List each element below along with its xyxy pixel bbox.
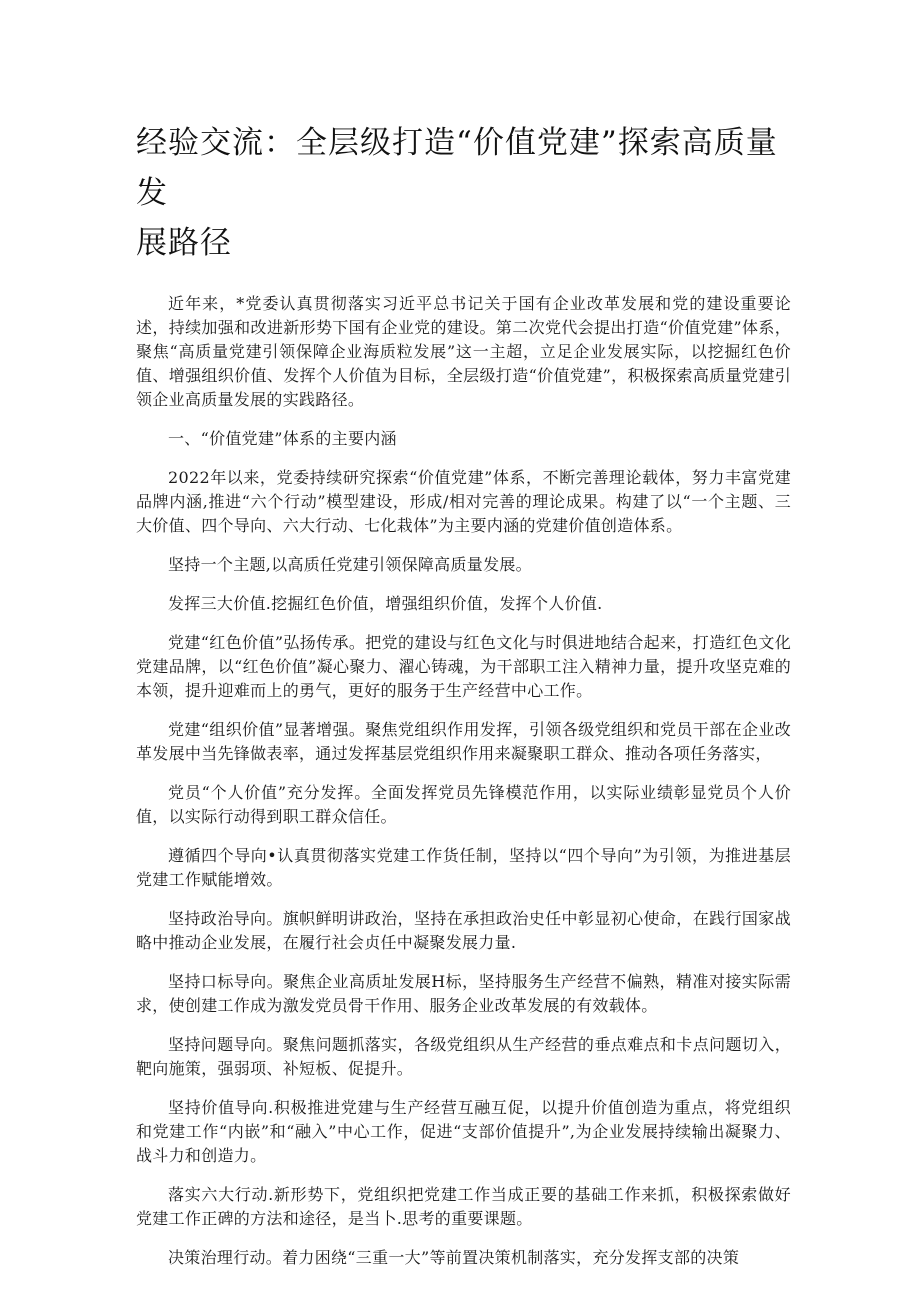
paragraph-goal-orientation: 坚持口标导向。聚焦企业高质址发展H标，坚持服务生产经营不偏熟，精准对接实际需求，使创建工作成为激发党员骨干作用、服务企业改革发展的有效载体。 [136, 972, 791, 1015]
paragraph-one-theme: 坚持一个主题,以高质任党建引领保障高质量发展。 [168, 555, 532, 574]
paragraph-three-values: 发挥三大价值.挖掘红色价值，增强组织价值，发挥个人价值. [168, 594, 603, 613]
paragraph-decision-governance: 决策治理行动。着力困绕“三重一大”等前置决策机制落实，充分发挥支部的决策 [168, 1248, 740, 1267]
paragraph-personal-value: 党员“个人价值”充分发挥。全面发挥党员先锋模范作用，以实际业绩彰显党员个人价值，以实际行动得到职工群众信任。 [136, 783, 791, 826]
paragraph-red-value: 党建“红色价值”弘扬传承。把党的建设与红色文化与时俱进地结合起来，打造红色文化党建品牌，以“红色价值”凝心聚力、濯心铸魂，为干部职工注入精神力量，提升攻坚克难的本领，提升迎难而上的勇气，更好的服务于生产经营中心工作。 [136, 633, 791, 700]
title-line-1: 经验交流：全层级打造“价值党建”探索高质量发 [136, 125, 778, 211]
paragraph-value-orientation: 坚持价值导向.积极推进党建与生产经营互融互促，以提升价值创造为重点，将党组织和党建工作“内嵌”和“融入”中心工作，促进“支部价值提升”,为企业发展持续输出凝聚力、战斗力和创造力。 [136, 1098, 791, 1165]
paragraph-intro: 近年来，*党委认真贯彻落实习近平总书记关于国有企业改革发展和党的建设重要论述，持续加强和改进新形势下国有企业党的建设。第二次党代会提出打造“价值党建”体系，聚焦“高质量党建引领保障企业海质粒发展”这一主超，立足企业发展实际，以挖掘红色价值、增强组织价值、发挥个人价值为目标，全层级打造“价值党建”，积极探索高质量党建引领企业高质量发展的实践路径。 [136, 294, 791, 409]
paragraph-four-orientations: 遵循四个导向•认真贯彻落实党建工作货任制，坚持以“四个导向”为引领，为推进基层党建工作赋能增效。 [136, 846, 791, 889]
paragraph-six-actions: 落实六大行动.新形势下，党组织把党建工作当成正要的基础工作来抓，积极探索做好党建工作正碑的方法和途径，是当卜.思考的重要课题。 [136, 1185, 791, 1228]
paragraph-political-orientation: 坚持政治导向。旗帜鲜明讲政治，坚持在承担政治史任中彰显初心使命，在践行国家战略中推动企业发展，在履行社会贞任中凝聚发展力量. [136, 909, 791, 952]
paragraph-system-overview: 2022年以来，党委持续研究探索“价值党建”体系，不断完善理论载体，努力丰富党建品牌内涵,推进“六个行动”模型建设，形成/相对完善的理论成果。构建了以“一个主题、三大价值、四个导向、六大行动、七化栽体”为主要内涵的党建价值创造体系。 [136, 468, 791, 535]
title-line-2: 展路径 [136, 225, 232, 261]
document-title [136, 118, 791, 268]
paragraph-organization-value: 党建“组织价值”显著增强。聚焦党组织作用发挥，引领各级党组织和党员干部在企业改革发展中当先锋做表率，通过发挥基层党组织作用来凝聚职工群众、推动各项任务落实， [136, 720, 791, 763]
section-heading-1: 一、“价值党建”体系的主要内涵 [168, 429, 397, 448]
document-page [136, 118, 791, 1285]
paragraph-problem-orientation: 坚持问题导向。聚焦问题抓落实，各级党组织从生产经营的垂点难点和卡点问题切入，靶向施策，强弱项、补短板、促提升。 [136, 1035, 791, 1078]
